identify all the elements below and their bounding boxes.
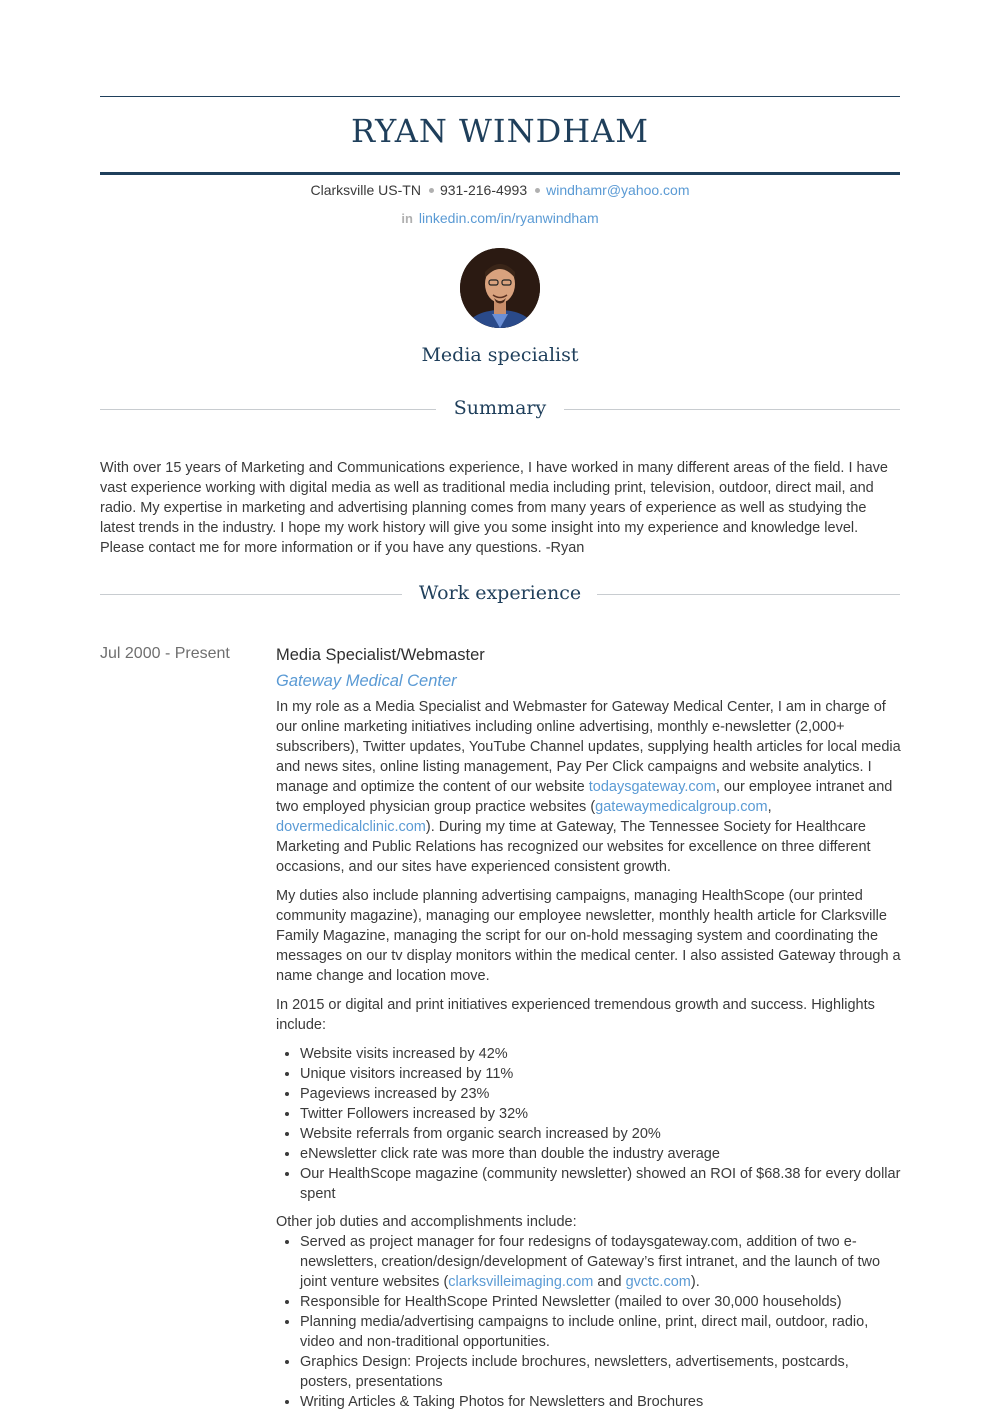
- list-item: • Responsible for HealthScope Printed Newsletter (mailed to over 30,000 households): [300, 1292, 902, 1312]
- job-company: Gateway Medical Center: [276, 672, 457, 690]
- list-item: • Our HealthScope magazine (community newsletter) showed an ROI of $68.38 for every dollar spent: [300, 1164, 902, 1204]
- profile-photo: [460, 248, 540, 328]
- list-item: • Pageviews increased by 23%: [300, 1084, 902, 1104]
- website-link[interactable]: todaysgateway.com: [588, 779, 716, 795]
- list-item: • Writing Articles & Taking Photos for Newsletters and Brochures: [300, 1392, 902, 1412]
- text-span: Served as project manager for four redesigns of todaysgateway.com, addition of two e-newsletters, creation/design/development of Gateway’s first intranet, and the launch of two joint venture websites (: [300, 1234, 881, 1290]
- text-span: In my role as a Media Specialist and Webmaster for Gateway Medical Center, I am in charge of our online marketing initiatives including online advertising, monthly e-newsletter (2,000+ subscribers), Twitter updates, YouTube Channel updates, supplying health articles for local media and news sites, online listing management, Pay Per Click campaigns and website analytics. I manage and optimize the content of our website: [276, 699, 901, 795]
- list-item: • Twitter Followers increased by 32%: [300, 1104, 902, 1124]
- summary-section-header: [100, 397, 900, 421]
- job-dates: Jul 2000 - Present: [100, 645, 230, 662]
- list-item: • Website referrals from organic search increased by 20%: [300, 1124, 902, 1144]
- divider-line: [597, 594, 900, 595]
- website-link[interactable]: gvctc.com: [625, 1274, 691, 1290]
- linkedin-icon: in: [401, 211, 413, 226]
- experience-section-header: [100, 582, 900, 606]
- phone: 931-216-4993: [439, 182, 528, 198]
- list-item: • Planning media/advertising campaigns to include online, print, direct mail, outdoor, radio, video and non-traditional opportunities.: [300, 1312, 902, 1352]
- location: Clarksville US-TN: [310, 182, 421, 198]
- text-span: ). During my time at Gateway, The Tennessee Society for Healthcare Marketing and Public Relations has recognized our websites for excellence on three different occasions, and our sites have experienced consistent growth.: [276, 819, 871, 875]
- job-paragraph: My duties also include planning advertising campaigns, managing HealthScope (our printed community magazine), managing our employee newsletter, monthly health article for Clarksville Family Magazine, managing the script for our on-hold messaging system and coordinating the messages on our tv display monitors within the medical center. I also assisted Gateway through a name change and location move.: [276, 888, 901, 984]
- list-item: • Website visits increased by 42%: [300, 1044, 902, 1064]
- text-span: and: [593, 1274, 626, 1290]
- linkedin-line: [100, 210, 900, 226]
- divider-line: [564, 409, 900, 410]
- summary-heading: Summary: [453, 397, 547, 419]
- text-span: ).: [690, 1274, 700, 1290]
- linkedin-link[interactable]: linkedin.com/in/ryanwindham: [418, 210, 599, 226]
- text-span: ,: [767, 799, 772, 815]
- separator-dot: [535, 188, 540, 193]
- list-item: [300, 1232, 902, 1292]
- website-link[interactable]: clarksvilleimaging.com: [448, 1274, 594, 1290]
- job-paragraph: Other job duties and accomplishments include:: [276, 1214, 577, 1230]
- duties-list: [276, 1232, 902, 1412]
- website-link[interactable]: dovermedicalclinic.com: [276, 819, 426, 835]
- list-item: • eNewsletter click rate was more than double the industry average: [300, 1144, 902, 1164]
- list-item: • Unique visitors increased by 11%: [300, 1064, 902, 1084]
- experience-heading: Work experience: [418, 582, 582, 604]
- job-paragraph: [276, 697, 902, 877]
- header-rule-top: [100, 96, 900, 97]
- headline: Media specialist: [421, 344, 579, 366]
- summary-text: With over 15 years of Marketing and Communications experience, I have worked in many different areas of the field. I have vast experience working with digital media as well as traditional media including print, television, outdoor, direct mail, and radio. My expertise in marketing and advertising planning comes from many years of experience as well as studying the latest trends in the industry. I hope my work history will give you some insight into my experience and knowledge level. Please contact me for more information or if you have any questions. -Ryan: [100, 460, 888, 556]
- separator-dot: [429, 188, 434, 193]
- text-span: , our employee intranet and two employed physician group practice websites (: [276, 779, 893, 815]
- job-entry: [276, 645, 902, 1420]
- header-rule-bottom: [100, 172, 900, 175]
- list-item: • Graphics Design: Projects include brochures, newsletters, advertisements, postcards, posters, presentations: [300, 1352, 902, 1392]
- candidate-name: RYAN WINDHAM: [351, 112, 649, 150]
- contact-line: [100, 182, 900, 198]
- highlights-list: [276, 1044, 902, 1204]
- avatar: [460, 248, 540, 328]
- job-paragraph: In 2015 or digital and print initiatives experienced tremendous growth and success. Highlights include:: [276, 997, 875, 1033]
- website-link[interactable]: gatewaymedicalgroup.com: [595, 799, 768, 815]
- email-link[interactable]: windhamr@yahoo.com: [546, 182, 690, 198]
- job-title: Media Specialist/Webmaster: [276, 646, 485, 664]
